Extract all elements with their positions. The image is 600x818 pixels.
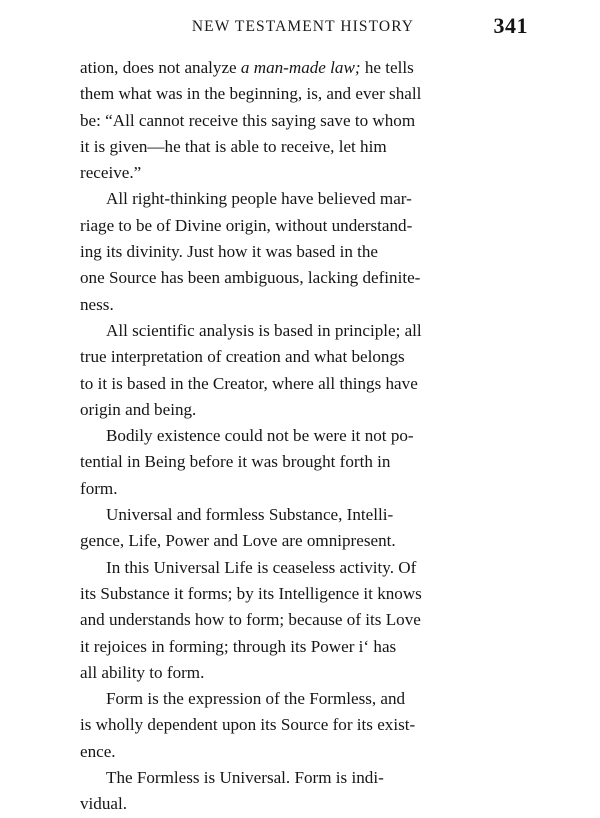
paragraph-line: all ability to form. — [80, 662, 205, 682]
paragraph — [80, 186, 524, 317]
page-body — [80, 55, 524, 818]
paragraph — [80, 423, 524, 502]
paragraph — [80, 686, 524, 765]
page-header — [78, 13, 528, 44]
paragraph-line: All right-thinking people have believed mar- — [106, 189, 412, 209]
paragraph — [80, 555, 524, 686]
paragraph-line: them what was in the beginning, is, and ever shall — [80, 84, 422, 104]
paragraph-line: Bodily existence could not be were it not po- — [106, 426, 414, 446]
paragraph-line: gence, Life, Power and Love are omnipresent. — [80, 531, 396, 551]
paragraph-line: ing its divinity. Just how it was based in the — [80, 242, 379, 262]
paragraph-line: vidual. — [80, 794, 127, 814]
paragraph-line: receive.” — [80, 163, 142, 183]
paragraph-line: origin and being. — [80, 399, 197, 419]
paragraph-line: The Formless is Universal. Form is indi- — [106, 768, 384, 788]
paragraph-line: it rejoices in forming; through its Power i‘ has — [80, 636, 397, 656]
paragraph-line: form. — [80, 478, 118, 498]
paragraph-line: true interpretation of creation and what belongs — [80, 347, 405, 367]
paragraph-line: Universal and formless Substance, Intelli- — [106, 505, 394, 525]
paragraph-line: one Source has been ambiguous, lacking definite- — [80, 268, 421, 288]
paragraph-line: Form is the expression of the Formless, and — [106, 689, 406, 709]
paragraph-line: its Substance it forms; by its Intelligence it knows — [80, 583, 422, 603]
page-number: 341 — [493, 13, 528, 38]
paragraph-line: ation, does not analyze a man-made law; he tells — [80, 58, 414, 77]
paragraph-line: tential in Being before it was brought forth in — [80, 452, 391, 472]
italic-phrase: a man-made law; — [240, 58, 361, 77]
running-title: NEW TESTAMENT HISTORY — [191, 18, 415, 35]
paragraph-line: In this Universal Life is ceaseless activity. Of — [106, 557, 417, 577]
paragraph — [80, 55, 524, 186]
paragraph-line: All scientific analysis is based in principle; all — [106, 320, 422, 340]
paragraph-line: ness. — [80, 294, 114, 314]
paragraph-line: ence. — [80, 741, 116, 761]
paragraph-line: it is given—he that is able to receive, let him — [80, 136, 387, 156]
paragraph-line: be: “All cannot receive this saying save to whom — [80, 110, 416, 130]
paragraph — [80, 318, 524, 423]
paragraph-line: riage to be of Divine origin, without understand- — [80, 215, 413, 235]
paragraph-line: is wholly dependent upon its Source for its exist- — [80, 715, 416, 735]
paragraph-line: to it is based in the Creator, where all things have — [80, 373, 418, 393]
paragraph — [80, 502, 524, 555]
paragraph — [80, 765, 524, 818]
paragraph-line: and understands how to form; because of its Love — [80, 610, 421, 630]
